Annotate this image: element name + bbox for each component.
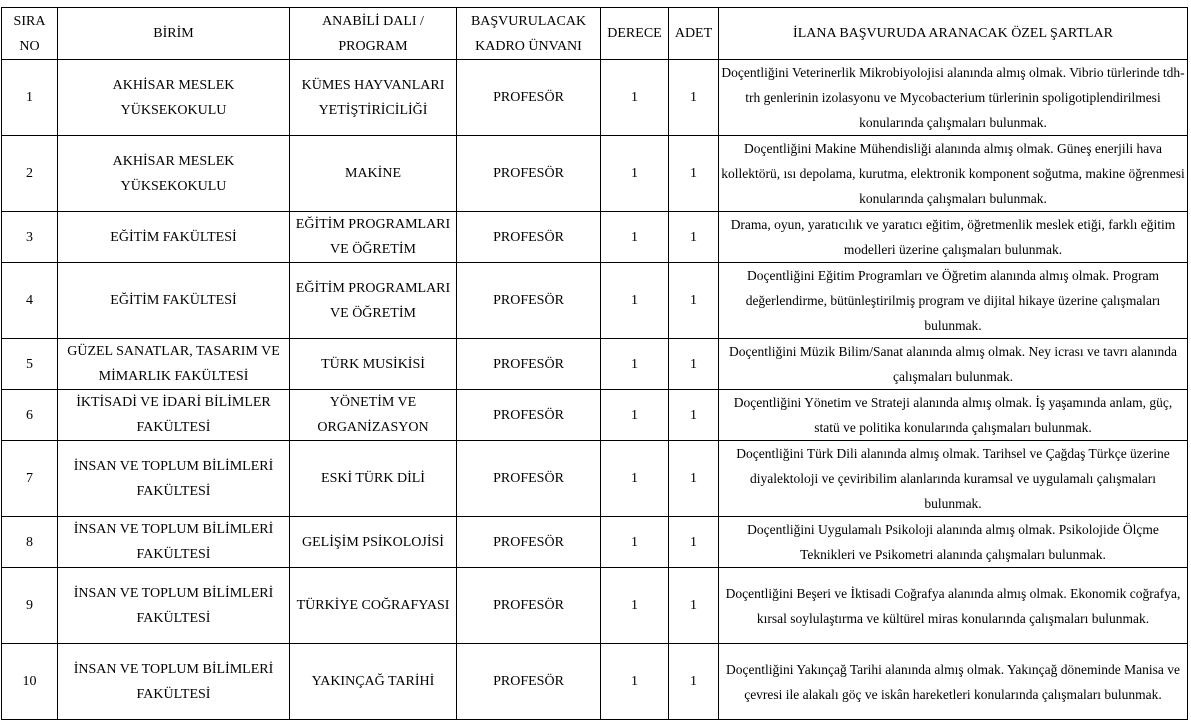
cell-unvan: PROFESÖR — [457, 136, 601, 212]
cell-adet: 1 — [669, 568, 719, 644]
cell-adet: 1 — [669, 60, 719, 136]
cell-program: TÜRK MUSİKİSİ — [290, 339, 457, 390]
table-row — [2, 390, 1188, 441]
cell-unvan: PROFESÖR — [457, 441, 601, 517]
cell-birim: AKHİSAR MESLEK YÜKSEKOKULU — [58, 136, 290, 212]
table-row — [2, 517, 1188, 568]
cell-adet: 1 — [669, 263, 719, 339]
cell-program: EĞİTİM PROGRAMLARI VE ÖĞRETİM — [290, 263, 457, 339]
cell-derece: 1 — [601, 136, 669, 212]
header-anabilim-dali: ANABİLİ DALI / PROGRAM — [290, 8, 457, 60]
cell-derece: 1 — [601, 517, 669, 568]
header-adet: ADET — [669, 8, 719, 60]
cell-program: EĞİTİM PROGRAMLARI VE ÖĞRETİM — [290, 212, 457, 263]
cell-adet: 1 — [669, 517, 719, 568]
cell-sira-no: 4 — [2, 263, 58, 339]
cell-program: KÜMES HAYVANLARI YETİŞTİRİCİLİĞİ — [290, 60, 457, 136]
cell-derece: 1 — [601, 568, 669, 644]
cell-derece: 1 — [601, 644, 669, 720]
cell-birim: AKHİSAR MESLEK YÜKSEKOKULU — [58, 60, 290, 136]
cell-ozel-sartlar: Doçentliğini Müzik Bilim/Sanat alanında almış olmak. Ney icrası ve tavrı alanında çalışmaları bulunmak. — [719, 339, 1188, 390]
cell-birim: İNSAN VE TOPLUM BİLİMLERİ FAKÜLTESİ — [58, 568, 290, 644]
cell-adet: 1 — [669, 339, 719, 390]
table-row — [2, 644, 1188, 720]
cell-ozel-sartlar: Doçentliğini Yönetim ve Strateji alanında almış olmak. İş yaşamında anlam, güç, statü ve politika konularında çalışmaları bulunmak. — [719, 390, 1188, 441]
table-row — [2, 339, 1188, 390]
cell-ozel-sartlar: Doçentliğini Makine Mühendisliği alanında almış olmak. Güneş enerjili hava kollektörü, ısı depolama, kurutma, elektronik komponent soğutma, makine öğrenmesi konularında çalışmaları bulunmak. — [719, 136, 1188, 212]
cell-birim: İNSAN VE TOPLUM BİLİMLERİ FAKÜLTESİ — [58, 441, 290, 517]
header-derece: DERECE — [601, 8, 669, 60]
table-row — [2, 568, 1188, 644]
cell-birim: EĞİTİM FAKÜLTESİ — [58, 263, 290, 339]
header-birim: BİRİM — [58, 8, 290, 60]
cell-birim: EĞİTİM FAKÜLTESİ — [58, 212, 290, 263]
cell-ozel-sartlar: Doçentliğini Yakınçağ Tarihi alanında almış olmak. Yakınçağ döneminde Manisa ve çevresi ile alakalı göç ve iskân hareketleri konularında çalışmaları bulunmak. — [719, 644, 1188, 720]
cell-sira-no: 9 — [2, 568, 58, 644]
cell-program: ESKİ TÜRK DİLİ — [290, 441, 457, 517]
cell-adet: 1 — [669, 212, 719, 263]
cell-sira-no: 2 — [2, 136, 58, 212]
cell-unvan: PROFESÖR — [457, 568, 601, 644]
cell-birim: GÜZEL SANATLAR, TASARIM VE MİMARLIK FAKÜLTESİ — [58, 339, 290, 390]
cell-ozel-sartlar: Drama, oyun, yaratıcılık ve yaratıcı eğitim, öğretmenlik meslek etiği, farklı eğitim modelleri üzerine çalışmaları bulunmak. — [719, 212, 1188, 263]
cell-unvan: PROFESÖR — [457, 517, 601, 568]
table-row — [2, 60, 1188, 136]
cell-adet: 1 — [669, 390, 719, 441]
header-sira-no: SIRA NO — [2, 8, 58, 60]
cell-sira-no: 3 — [2, 212, 58, 263]
cell-sira-no: 6 — [2, 390, 58, 441]
cell-derece: 1 — [601, 263, 669, 339]
cell-ozel-sartlar: Doçentliğini Beşeri ve İktisadi Coğrafya alanında almış olmak. Ekonomik coğrafya, kırsal soylulaştırma ve kültürel miras konularında çalışmaları bulunmak. — [719, 568, 1188, 644]
cell-ozel-sartlar: Doçentliğini Uygulamalı Psikoloji alanında almış olmak. Psikolojide Ölçme Teknikleri ve Psikometri alanında çalışmaları bulunmak. — [719, 517, 1188, 568]
cell-derece: 1 — [601, 60, 669, 136]
cell-sira-no: 7 — [2, 441, 58, 517]
cell-sira-no: 8 — [2, 517, 58, 568]
cell-derece: 1 — [601, 212, 669, 263]
positions-table — [1, 7, 1188, 720]
header-kadro-unvani: BAŞVURULACAK KADRO ÜNVANI — [457, 8, 601, 60]
cell-program: MAKİNE — [290, 136, 457, 212]
cell-ozel-sartlar: Doçentliğini Veterinerlik Mikrobiyolojisi alanında almış olmak. Vibrio türlerinde tdh- trh genlerinin izolasyonu ve Mycobacterium türlerinin spoligotiplendirilmesi konularında çalışmaları bulunmak. — [719, 60, 1188, 136]
cell-birim: İNSAN VE TOPLUM BİLİMLERİ FAKÜLTESİ — [58, 644, 290, 720]
cell-derece: 1 — [601, 339, 669, 390]
cell-program: TÜRKİYE COĞRAFYASI — [290, 568, 457, 644]
cell-unvan: PROFESÖR — [457, 212, 601, 263]
cell-sira-no: 5 — [2, 339, 58, 390]
cell-unvan: PROFESÖR — [457, 263, 601, 339]
cell-unvan: PROFESÖR — [457, 60, 601, 136]
cell-adet: 1 — [669, 441, 719, 517]
cell-birim: İKTİSADİ VE İDARİ BİLİMLER FAKÜLTESİ — [58, 390, 290, 441]
table-row — [2, 212, 1188, 263]
table-row — [2, 136, 1188, 212]
cell-adet: 1 — [669, 136, 719, 212]
cell-sira-no: 10 — [2, 644, 58, 720]
header-row — [2, 8, 1188, 60]
cell-program: YÖNETİM VE ORGANİZASYON — [290, 390, 457, 441]
cell-unvan: PROFESÖR — [457, 390, 601, 441]
cell-adet: 1 — [669, 644, 719, 720]
cell-birim: İNSAN VE TOPLUM BİLİMLERİ FAKÜLTESİ — [58, 517, 290, 568]
cell-program: YAKINÇAĞ TARİHİ — [290, 644, 457, 720]
cell-unvan: PROFESÖR — [457, 644, 601, 720]
header-ozel-sartlar: İLANA BAŞVURUDA ARANACAK ÖZEL ŞARTLAR — [719, 8, 1188, 60]
table-row — [2, 263, 1188, 339]
cell-program: GELİŞİM PSİKOLOJİSİ — [290, 517, 457, 568]
cell-unvan: PROFESÖR — [457, 339, 601, 390]
cell-derece: 1 — [601, 441, 669, 517]
table-row — [2, 441, 1188, 517]
cell-derece: 1 — [601, 390, 669, 441]
cell-ozel-sartlar: Doçentliğini Türk Dili alanında almış olmak. Tarihsel ve Çağdaş Türkçe üzerine diyalektoloji ve çeviribilim alanlarında kuramsal ve uygulamalı çalışmaları bulunmak. — [719, 441, 1188, 517]
cell-sira-no: 1 — [2, 60, 58, 136]
cell-ozel-sartlar: Doçentliğini Eğitim Programları ve Öğretim alanında almış olmak. Program değerlendirme, bütünleştirilmiş program ve dijital hikaye üzerine çalışmaları bulunmak. — [719, 263, 1188, 339]
